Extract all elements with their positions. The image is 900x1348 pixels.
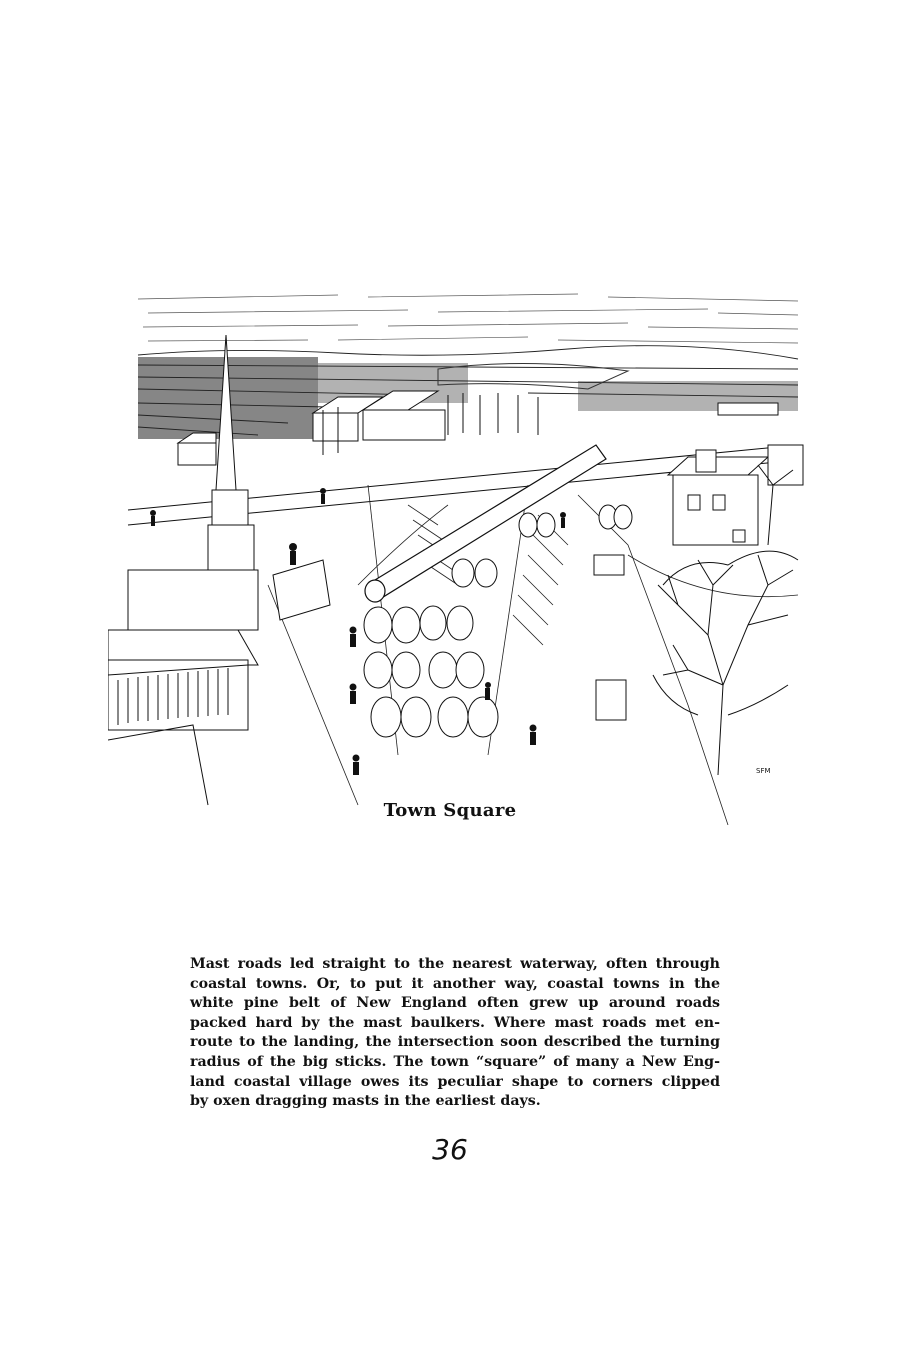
body-paragraph xyxy=(190,955,720,1112)
paragraph-line: white pine belt of New England often grew up around roads xyxy=(190,995,720,1012)
town-square-illustration xyxy=(108,285,808,825)
paragraph-line: by oxen dragging masts in the earliest days. xyxy=(190,1093,541,1110)
artist-signature: SFM xyxy=(756,767,771,775)
paragraph-line: coastal towns. Or, to put it another way, coastal towns in the xyxy=(190,975,720,992)
paragraph-line: land coastal village owes its peculiar shape to corners clipped xyxy=(190,1073,720,1090)
paragraph-line: route to the landing, the intersection soon described the turning xyxy=(190,1034,720,1051)
page-number: 36 xyxy=(432,1133,468,1166)
illustration-caption: Town Square xyxy=(383,800,517,821)
paragraph-line: Mast roads led straight to the nearest waterway, often through xyxy=(190,956,720,972)
paragraph-line: packed hard by the mast baulkers. Where mast roads met en- xyxy=(190,1014,720,1031)
paragraph-line: radius of the big sticks. The town “square” of many a New Eng- xyxy=(190,1053,720,1070)
